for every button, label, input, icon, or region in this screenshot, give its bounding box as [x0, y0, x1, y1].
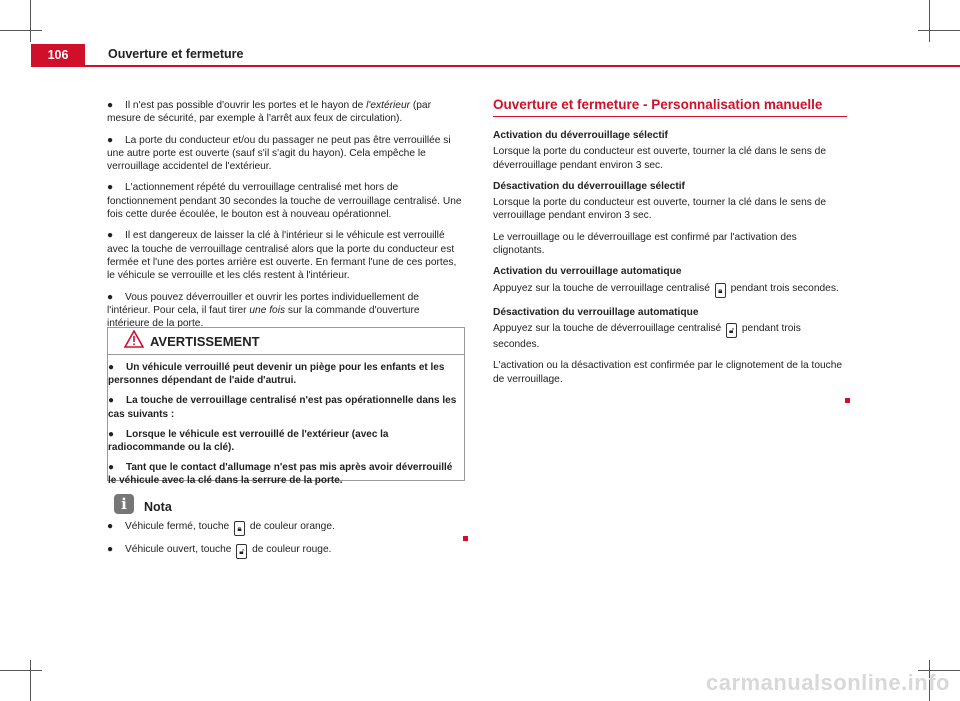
- warning-item: ● Lorsque le véhicule est verrouillé de l'extérieur (avec la radiocommande ou la clé).: [108, 428, 389, 454]
- unlock-key-icon: 🔓︎: [726, 323, 737, 338]
- info-icon: i: [114, 494, 134, 514]
- left-column: [107, 99, 464, 338]
- subheading: Activation du déverrouillage sélectif: [493, 130, 668, 141]
- crop-mark: [0, 670, 42, 671]
- lock-key-icon: 🔒︎: [234, 521, 245, 536]
- crop-mark: [918, 30, 960, 31]
- subheading: Désactivation du verrouillage automatique: [493, 306, 699, 318]
- paragraph: Lorsque la porte du conducteur est ouverte, tourner la clé dans le sens de déverrouillage pendant environ 3 sec.: [493, 146, 826, 171]
- crop-mark: [0, 30, 42, 31]
- warning-item: ● La touche de verrouillage centralisé n'est pas opérationnelle dans les cas suivants :: [108, 395, 457, 420]
- note-item: ● Véhicule fermé, touche 🔒︎ de couleur orange.: [107, 520, 472, 536]
- list-item: ● L'actionnement répété du verrouillage centralisé met hors de fonctionnement pendant 30 secondes la touche de verrouillage centralisé. Une fois cette durée écoulée, le bouton est à nouveau opérationnel.: [107, 182, 462, 221]
- warning-item: ● Un véhicule verrouillé peut devenir un piège pour les enfants et les personnes dépendant de l'aide d'autrui.: [108, 362, 445, 387]
- page-header: [31, 44, 960, 66]
- section-title: Ouverture et fermeture - Personnalisation manuelle: [493, 97, 823, 112]
- watermark: carmanualsonline.info: [706, 670, 950, 695]
- list-item: ● Vous pouvez déverrouiller et ouvrir les portes individuellement de l'intérieur. Pour cela, il faut tirer une fois sur la commande d'ouverture intérieure de la porte.: [107, 291, 420, 330]
- right-column: [493, 129, 847, 394]
- section-end-mark: [845, 398, 850, 403]
- note-title: Nota: [144, 500, 172, 514]
- crop-mark: [30, 0, 31, 42]
- paragraph: Appuyez sur la touche de déverrouillage centralisé 🔓︎ pendant trois secondes.: [493, 322, 801, 350]
- note-header: [107, 490, 472, 514]
- page-number: 106: [31, 44, 85, 66]
- paragraph: Le verrouillage ou le déverrouillage est confirmé par l'activation des clignotants.: [493, 231, 797, 257]
- list-item: ● La porte du conducteur et/ou du passager ne peut pas être verrouillée si une autre porte est ouverte (sauf s'il s'agit du hayon). Cela empêche le verrouillage accidentel de l'extérieur.: [107, 134, 451, 173]
- crop-mark: [30, 660, 31, 701]
- header-title: Ouverture et fermeture: [108, 47, 244, 61]
- list-item: ● Il est dangereux de laisser la clé à l'intérieur si le véhicule est verrouillé avec la touche de verrouillage centralisé alors que la porte du conducteur est fermée et l'une des portes arrière est ouverte. En fermant l'une de ces portes, le véhicule se verrouille et les clés restent à l'intérieur.: [107, 230, 457, 282]
- unlock-key-icon: 🔓︎: [236, 544, 247, 559]
- warning-item: ● Tant que le contact d'allumage n'est pas mis après avoir déverrouillé le véhicule avec la clé dans la serrure de la porte.: [108, 462, 453, 487]
- note-item: ● Véhicule ouvert, touche 🔓︎ de couleur rouge.: [107, 543, 472, 559]
- warning-box: [107, 327, 465, 487]
- warning-triangle-icon: [124, 330, 144, 353]
- warning-header: [108, 328, 464, 355]
- lock-key-icon: 🔒︎: [715, 283, 726, 298]
- section-title-rule: [493, 116, 847, 117]
- paragraph: Lorsque la porte du conducteur est ouverte, tourner la clé dans le sens de verrouillage pendant environ 3 sec.: [493, 197, 826, 222]
- note-items: [107, 520, 472, 559]
- header-rule: [31, 65, 960, 67]
- warning-body: [108, 355, 464, 488]
- crop-mark: [929, 0, 930, 42]
- section-end-mark: [463, 536, 468, 541]
- note-section: [107, 490, 472, 566]
- list-item: ● Il n'est pas possible d'ouvrir les portes et le hayon de l'extérieur (par mesure de sécurité, par exemple à l'arrêt aux feux de circulation).: [107, 100, 431, 125]
- subheading: Désactivation du déverrouillage sélectif: [493, 180, 685, 192]
- paragraph: L'activation ou la désactivation est confirmée par le clignotement de la touche de verrouillage.: [493, 360, 843, 385]
- warning-label: AVERTISSEMENT: [150, 333, 260, 349]
- subheading: Activation du verrouillage automatique: [493, 266, 682, 278]
- paragraph: Appuyez sur la touche de verrouillage centralisé 🔒︎ pendant trois secondes.: [493, 282, 847, 298]
